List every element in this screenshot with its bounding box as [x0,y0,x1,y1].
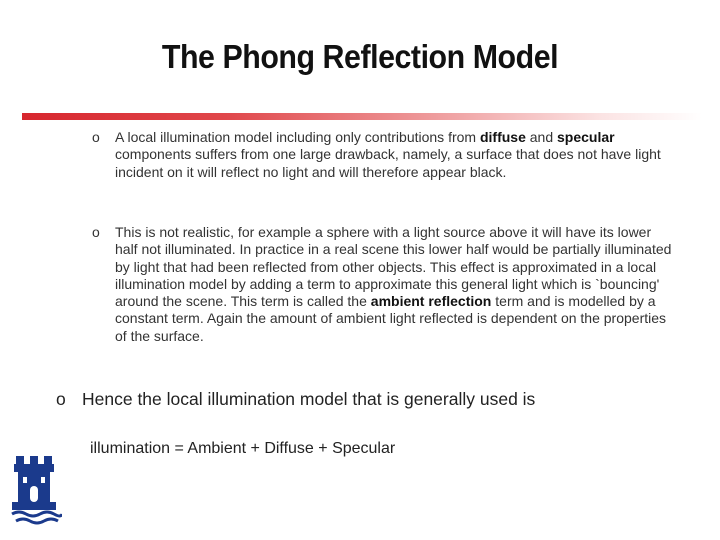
bullet-marker: o [92,129,100,145]
castle-tower-logo-icon [10,452,62,526]
bullet-text: A local illumination model including only contributions from diffuse and specular components suffers from one large drawback, namely, a surface that does not have light incident on it will reflect no light and will therefore appear black. [115,129,661,180]
bullet-text: Hence the local illumination model that is generally used is [82,389,536,409]
emphasis-diffuse: diffuse [479,129,526,145]
bullet-marker: o [92,224,100,240]
title-divider [22,113,702,120]
emphasis-specular: specular [557,129,615,145]
emphasis-ambient-reflection: ambient reflection [370,293,492,310]
bullet-text: This is not realistic, for example a sphere with a light source above it will have its lower half not illuminated. In practice in a real scene this lower half would be partially illuminated by light that had been reflected from other objects. This effect is approximated in a local illumination model by adding a term to approximate this general light which is `bouncing' around the scene. This term is called the ambient reflection term and is modelled by a constant term. Again the amount of ambient light reflected is dependent on the properties of the surface. [115,224,672,344]
bullet-marker: o [56,389,66,409]
slide-title: The Phong Reflection Model [161,38,559,75]
illumination-formula: illumination = Ambient + Diffuse + Specular [90,440,396,457]
